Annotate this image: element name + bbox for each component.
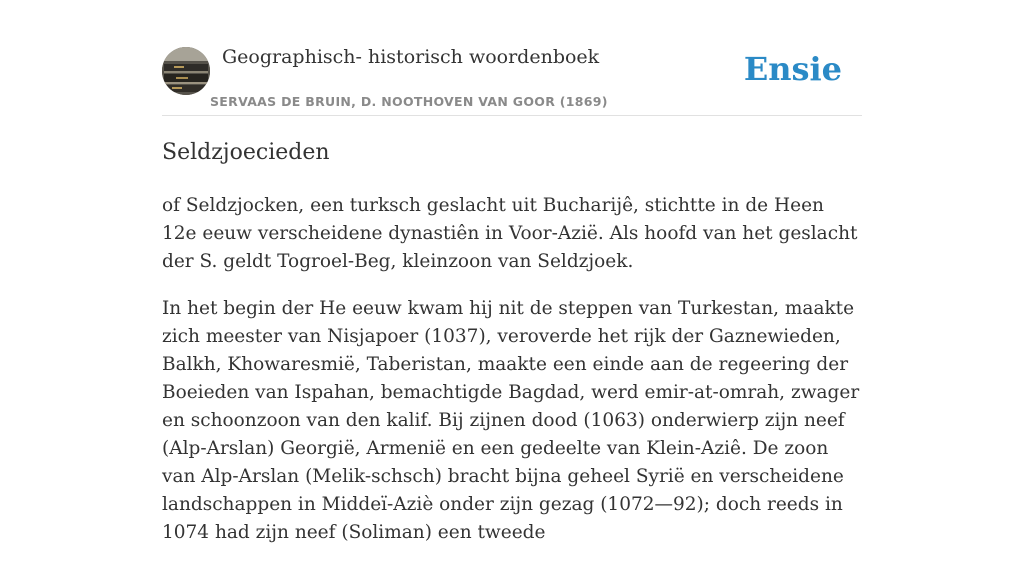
book-author: SERVAAS DE BRUIN, D. NOOTHOVEN VAN GOOR (1869): [210, 94, 608, 109]
ensie-logo[interactable]: Ensie: [743, 50, 842, 88]
entry-paragraph: of Seldzjocken, een turksch geslacht uit Bucharijê, stichtte in de Heen 12e eeuw verscheidene dynastiên in Voor-Azië. Als hoofd van het geslacht der S. geldt Togroel-Beg, kleinzoon van Seldzjoek.: [162, 195, 858, 272]
book-spines-icon: [162, 47, 210, 95]
header: [162, 40, 862, 116]
book-avatar[interactable]: [162, 47, 210, 95]
page: [162, 0, 862, 543]
entry-title: Seldzjoecieden: [162, 140, 330, 165]
book-title-link[interactable]: Geographisch- historisch woordenboek: [222, 46, 600, 68]
entry-paragraph: In het begin der He eeuw kwam hij nit de steppen van Turkestan, maakte zich meester van Nisjapoer (1037), veroverde het rijk der Gaznewieden, Balkh, Khowaresmië, Taberistan, maakte een einde aan de regeering der Boeieden van Ispahan, bemachtigde Bagdad, werd emir-at-omrah, zwager en schoonzoon van den kalif. Bij zijnen dood (1063) onderwierp zijn neef (Alp-Arslan) Georgië, Armenië en een gedeelte van Klein-Aziê. De zoon van Alp-Arslan (Melik-schsch) bracht bijna geheel Syrië en verscheidene landschappen in Middeï-Aziè onder zijn gezag (1072—92); doch reeds in 1074 had zijn neef (Soliman) een tweede: [162, 298, 860, 543]
entry-body: [162, 192, 862, 566]
